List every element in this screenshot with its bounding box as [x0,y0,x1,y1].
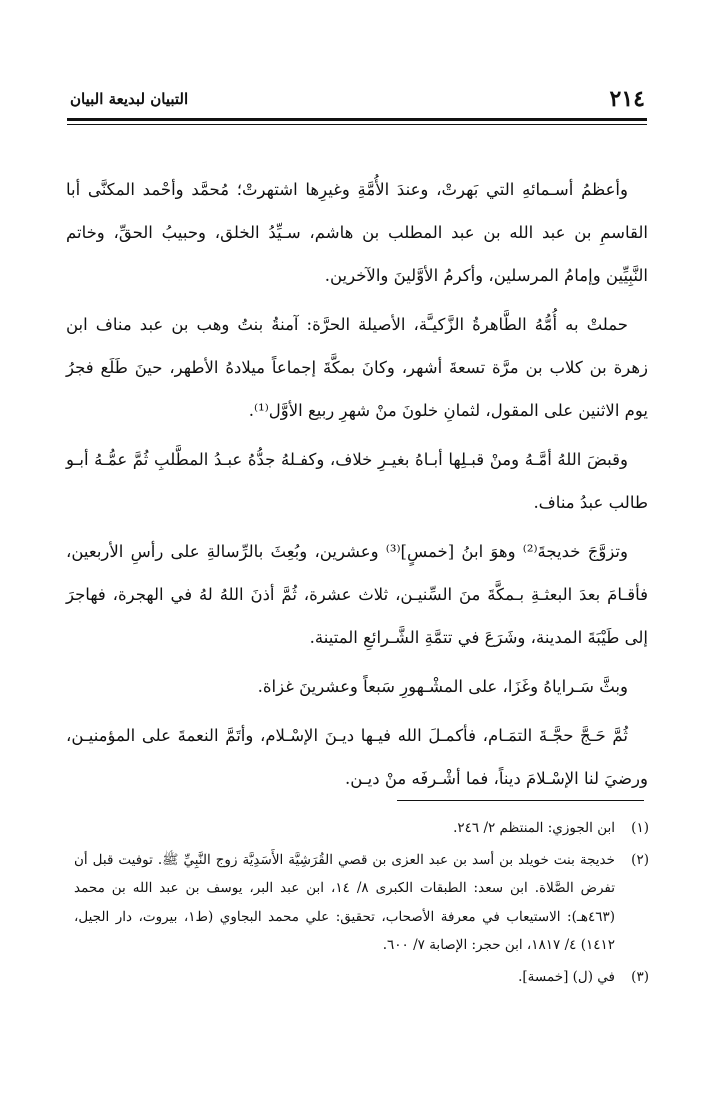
footnote-item [74,846,649,960]
header-rule-thick [67,118,647,121]
paragraph-pilgrimage: ثُمَّ حَـجَّ حجَّـةَ التمَـام، فأكمـلَ الله فيـها ديـنَ الإسْـلام، وأتَمَّ النعمةَ على المؤمنيـن، ورضيَ لنا الإسْـلامَ ديناً، فما أشْـرفَه منْ ديـن. [66,726,648,788]
paragraph-marriage-mission: وتزوَّجَ خديجةَ⁽²⁾ وهوَ ابنُ [خمسٍ]⁽³⁾ وعشرين، وبُعِثَ بالرِّسالةِ على رأسِ الأربعين، فأقـامَ بعدَ البعثـةِ بـمكَّةَ منَ السِّنيـن، ثلاث عشرة، ثُمَّ أذنَ اللهُ لهُ في الهجرة، فهاجرَ إلى طَيْبَةَ المدينة، وشَرَعَ في تتمَّةِ الشَّـرائعِ المتينة. [66,542,648,647]
footnote-item [74,963,649,992]
footnote-item [74,814,649,843]
main-text [66,168,648,806]
paragraph-expeditions: وبثَّ سَـراياهُ وغَزَا، على المشْـهورِ سَبعاً وعشرينَ غزاة. [257,677,628,696]
page-number: ٢١٤ [609,86,645,112]
header-rule-thin [67,124,647,125]
footnote-number: (١) [631,820,649,836]
running-header [70,84,645,114]
paragraph-names: وأعظمُ أسـمائهِ التي بَهرتْ، وعندَ الأُمَّةِ وغيرِها اشتهرتْ؛ مُحمَّد وأحْمد المكنَّى أبا القاسمِ بن عبد الله بن عبد المطلب بن هاشم، سـيِّدُ الخلق، وحبيبُ الحقِّ، وخاتم النَّبِيِّين وإمامُ المرسلين، وأكرمُ الأوَّلينَ والآخرين. [66,180,648,285]
footnote-number: (٣) [631,968,649,985]
book-title: التبيان لبديعة البيان [70,90,189,108]
paragraph-birth: حملتْ به أُمُّهُ الطَّاهرةُ الزَّكيـَّة، الأصيلة الحرَّة: آمنةُ بنتُ وهب بن عبد مناف ابن زهرة بن كلاب بن مرَّة تسعةَ أشهر، وكانَ بمكَّةَ إجماعاً ميلادهُ الأطهر، حينَ طَلَع فجرُ يوم الاثنين على المقول، لثمانِ خلونَ منْ شهرِ ربيع الأوَّل⁽¹⁾. [66,315,648,420]
paragraph-guardianship: وقبضَ اللهُ أمَّـهُ ومنْ قبـلِها أبـاهُ بغيـرِ خلاف، وكفـلهُ جدُّهُ عبـدُ المطَّلبِ ثُمَّ عمُّـهُ أبـو طالب عبدُ مناف. [66,450,648,512]
footnote-text: خديجة بنت خويلد بن أسد بن عبد العزى بن قصي القُرَشِيَّة الأَسَدِيَّة زوج النَّبِيِّ ﷺ. توفيت قبل أن تفرض الصَّلاة. ابن سعد: الطبقات الكبرى ٨/ ١٤، ابن عبد البر، يوسف بن عبد الله بن محمد (٤٦٣هـ): الاستيعاب في معرفة الأصحاب، تحقيق: علي محمد البجاوي (ط١، بيروت، دار الجيل، ١٤١٢) ٤/ ١٨١٧، ابن حجر: الإصابة ٧/ ٦٠٠. [74,851,615,953]
footnote-text: في (ل) [خمسة]. [518,968,615,985]
footnotes [74,814,649,994]
footnote-number: (٢) [631,851,649,868]
footnote-text: ابن الجوزي: المنتظم ٢/ ٢٤٦. [453,820,615,836]
footnote-separator [397,800,644,801]
